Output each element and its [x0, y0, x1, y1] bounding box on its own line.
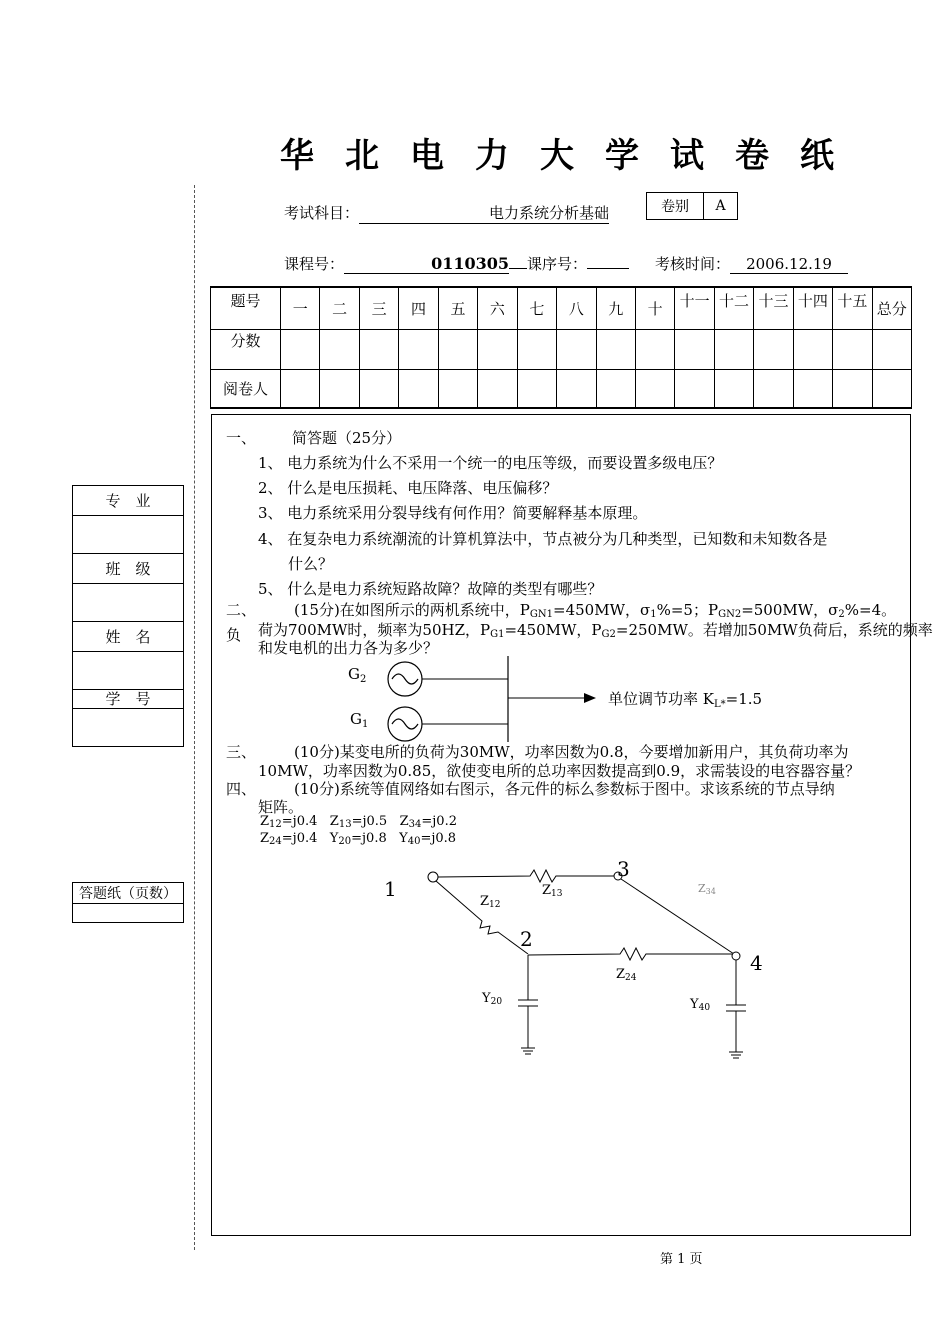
- q4-params-1: $Z_{12}=j0.4$ $Z_{13}=j0.5$ $Z_{34}=j0.2$: [260, 814, 457, 830]
- exam-time-label: 考核时间：: [655, 255, 731, 273]
- grader-cell[interactable]: [478, 370, 517, 409]
- name-label: 姓 名: [73, 622, 184, 652]
- load-arrow-icon: [584, 693, 596, 703]
- class-field[interactable]: [73, 584, 184, 622]
- paper-type-label: 卷别: [647, 193, 704, 219]
- grader-cell[interactable]: [320, 370, 359, 409]
- class-label: 班 级: [73, 554, 184, 584]
- answer-sheet-label: 答题纸（页数）: [73, 883, 184, 904]
- grader-cell[interactable]: [714, 370, 753, 409]
- q1-item-2: 2、 什么是电压损耗、电压降落、电压偏移？: [258, 479, 558, 497]
- score-cell[interactable]: [754, 330, 793, 370]
- score-cell[interactable]: [714, 330, 753, 370]
- title-char: 北: [345, 136, 379, 176]
- answer-sheet-field[interactable]: [73, 904, 184, 923]
- grader-cell[interactable]: [281, 370, 320, 409]
- branch-13: [438, 870, 618, 882]
- grader-cell[interactable]: [517, 370, 556, 409]
- student-id-label: 学 号: [73, 690, 184, 709]
- column-header: 九: [596, 287, 635, 330]
- q2-line-2: 荷为700MW时，频率为50HZ，$P_{G1}=450MW$，$P_{G2}=250MW$。若增加50MW负荷后，系统的频率: [258, 621, 933, 640]
- title-char: 大: [540, 136, 574, 176]
- major-field[interactable]: [73, 516, 184, 554]
- binding-line: [194, 185, 195, 1250]
- column-header: 六: [478, 287, 517, 330]
- page-number: 第 1 页: [660, 1252, 703, 1267]
- network-diagram: [370, 850, 790, 1065]
- column-header: 三: [359, 287, 398, 330]
- q1-item-4: 4、 在复杂电力系统潮流的计算机算法中，节点被分为几种类型，已知数和未知数各是: [258, 530, 828, 548]
- node-4-label: 4: [750, 951, 763, 975]
- title-char: 纸: [800, 136, 834, 176]
- score-cell[interactable]: [281, 330, 320, 370]
- grader-cell[interactable]: [833, 370, 872, 409]
- column-header: 五: [438, 287, 477, 330]
- title-char: 华: [280, 136, 314, 176]
- title-char: 电: [410, 136, 444, 176]
- paper-type-value: A: [715, 198, 726, 214]
- score-table: [210, 286, 912, 409]
- score-cell[interactable]: [833, 330, 872, 370]
- student-id-field[interactable]: [73, 709, 184, 747]
- score-cell[interactable]: [320, 330, 359, 370]
- z24-label: Z24: [616, 967, 637, 983]
- z12-label: Z12: [480, 894, 501, 910]
- grader-cell[interactable]: [635, 370, 674, 409]
- title-char: 学: [605, 136, 639, 176]
- score-cell[interactable]: [675, 330, 714, 370]
- column-header: 十三: [754, 287, 793, 330]
- grader-cell[interactable]: [596, 370, 635, 409]
- column-header: 十四: [793, 287, 832, 330]
- q4-line-2: 矩阵。: [258, 798, 304, 816]
- node-3-label: 3: [617, 857, 630, 881]
- q1-item-5: 5、 什么是电力系统短路故障？故障的类型有哪些？: [258, 580, 603, 598]
- score-cell[interactable]: [399, 330, 438, 370]
- branch-24: [528, 948, 732, 960]
- student-info-table: [72, 485, 184, 747]
- column-header: 四: [399, 287, 438, 330]
- subject-row: [284, 202, 609, 224]
- q3-number: 三、: [226, 743, 257, 761]
- node-1: [428, 872, 438, 882]
- y40-label: Y40: [690, 997, 711, 1013]
- score-cell[interactable]: [635, 330, 674, 370]
- score-header-row: [211, 287, 912, 330]
- grader-cell[interactable]: [872, 370, 911, 409]
- course-row: [284, 253, 848, 274]
- grader-cell[interactable]: [359, 370, 398, 409]
- column-header: 十一: [675, 287, 714, 330]
- row-label-grader: 阅卷人: [211, 370, 281, 409]
- course-no-value: 0110305: [344, 254, 509, 274]
- score-cell[interactable]: [872, 330, 911, 370]
- z34-label: Z34: [698, 882, 716, 896]
- row-label-question-no: 题号: [211, 287, 281, 330]
- course-seq-label: 课序号：: [527, 255, 588, 273]
- node-1-label: 1: [384, 877, 397, 901]
- g2-label: $G_2$: [348, 665, 367, 685]
- q1-item-4-cont: 什么？: [288, 555, 334, 573]
- score-cell[interactable]: [438, 330, 477, 370]
- node-2-label: 2: [520, 927, 533, 951]
- q1-heading: [226, 428, 401, 449]
- grader-row: [211, 370, 912, 409]
- column-header: 十: [635, 287, 674, 330]
- q1-title: 简答题（25分）: [292, 429, 402, 447]
- column-header: 二: [320, 287, 359, 330]
- column-header: 一: [281, 287, 320, 330]
- two-machine-diagram: [340, 650, 800, 750]
- q4-params-2: $Z_{24}=j0.4$ $Y_{20}=j0.8$ $Y_{40}=j0.8$: [260, 831, 457, 847]
- exam-time-value: 2006.12.19: [730, 255, 848, 274]
- z13-label: Z13: [542, 883, 563, 899]
- score-cell[interactable]: [596, 330, 635, 370]
- y20-label: Y20: [482, 991, 503, 1007]
- score-cell[interactable]: [478, 330, 517, 370]
- score-cell[interactable]: [793, 330, 832, 370]
- title-char: 卷: [735, 136, 769, 176]
- q1-number: 一、: [226, 429, 257, 447]
- branch-12: [436, 881, 528, 954]
- answer-sheet-table: [72, 882, 184, 923]
- score-cell[interactable]: [359, 330, 398, 370]
- row-label-score: 分数: [211, 330, 281, 370]
- node-4: [732, 952, 740, 960]
- q3-line-2: 10MW，功率因数为0.85，欲使变电所的总功率因数提高到0.9，求需装设的电容器容量？: [258, 762, 861, 780]
- paper-type-box: [646, 192, 738, 220]
- exam-title: [280, 128, 865, 177]
- subject-label: 考试科目：: [284, 204, 360, 222]
- column-header: 十二: [714, 287, 753, 330]
- grader-cell[interactable]: [793, 370, 832, 409]
- branch-34: [621, 879, 734, 954]
- q1-item-1: 1、 电力系统为什么不采用一个统一的电压等级，而要设置多级电压？: [258, 454, 723, 472]
- major-label: 专 业: [73, 486, 184, 516]
- score-value-row: [211, 330, 912, 370]
- q4-number: 四、: [226, 780, 257, 798]
- q1-item-3: 3、 电力系统采用分裂导线有何作用？简要解释基本原理。: [258, 504, 648, 522]
- grader-cell[interactable]: [557, 370, 596, 409]
- q3-line-1: 三、 (10分)某变电所的负荷为30MW，功率因数为0.8，今要增加新用户，其负荷功率为: [226, 743, 849, 761]
- grader-cell[interactable]: [438, 370, 477, 409]
- q2-number: 二、: [226, 601, 257, 619]
- q2-line-3: 和发电机的出力各为多少？: [258, 639, 439, 657]
- grader-cell[interactable]: [399, 370, 438, 409]
- course-seq-value: [587, 268, 629, 269]
- q2-line-1: 二、 (15分)在如图所示的两机系统中，$P_{GN1}=450MW$，$\sigma_1\%=5$；$P_{GN2}=500MW$，$\sigma_2\%=4$。负: [226, 601, 897, 644]
- score-cell[interactable]: [557, 330, 596, 370]
- column-header: 七: [517, 287, 556, 330]
- subject-value: 电力系统分析基础: [359, 202, 609, 224]
- grader-cell[interactable]: [754, 370, 793, 409]
- title-char: 试: [670, 136, 704, 176]
- load-regulation-label: 单位调节功率 $K_{L*}=1.5$: [608, 690, 763, 710]
- column-header: 总分: [872, 287, 911, 330]
- course-no-label: 课程号：: [284, 255, 345, 273]
- score-cell[interactable]: [517, 330, 556, 370]
- column-header: 八: [557, 287, 596, 330]
- g1-label: $G_1$: [350, 710, 369, 730]
- name-field[interactable]: [73, 652, 184, 690]
- title-char: 力: [475, 136, 509, 176]
- q4-line-1: 四、 (10分)系统等值网络如右图示，各元件的标么参数标于图中。求该系统的节点导纳: [226, 780, 835, 798]
- column-header: 十五: [833, 287, 872, 330]
- grader-cell[interactable]: [675, 370, 714, 409]
